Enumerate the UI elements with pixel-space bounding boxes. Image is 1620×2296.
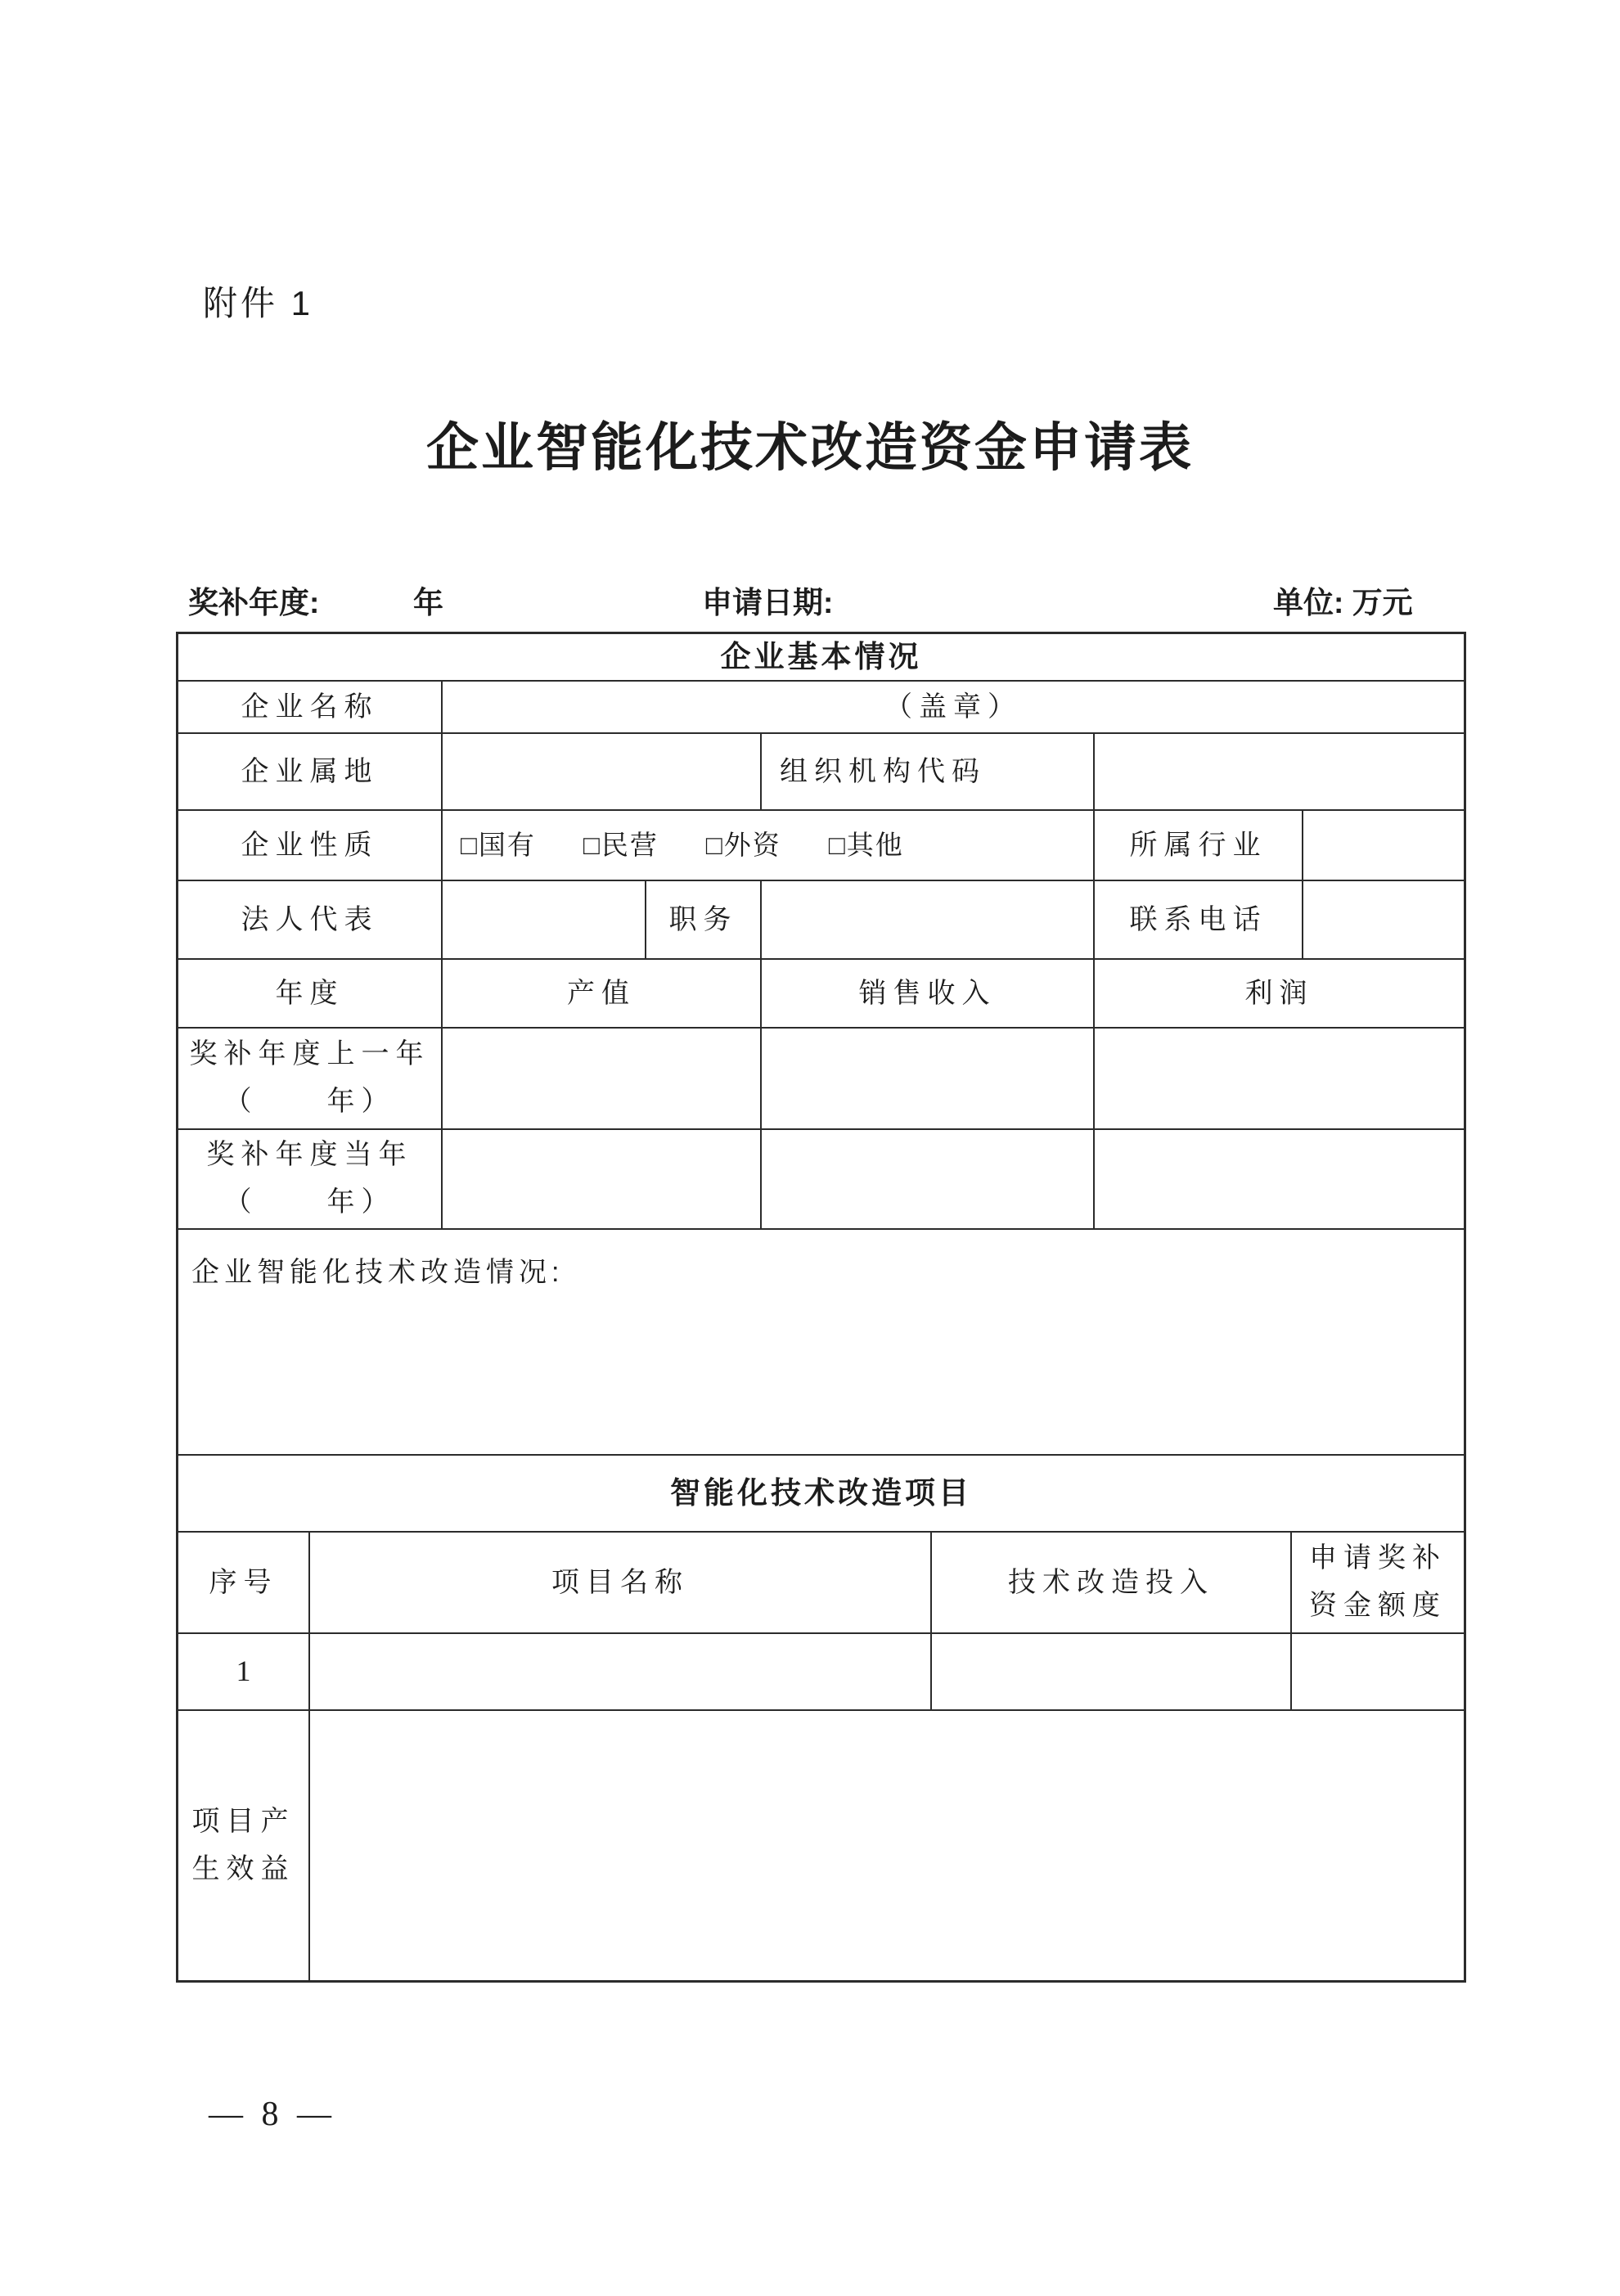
project-section-row	[178, 1456, 1464, 1533]
nature-row	[178, 811, 1464, 881]
situation-row	[178, 1230, 1464, 1456]
project-section-title: 智能化技术改造项目	[670, 1476, 972, 1510]
company-name-label-cell: 企业名称	[178, 682, 443, 732]
prev-year-label-line2: （ 年）	[223, 1086, 396, 1117]
fund-header-cell	[1292, 1533, 1464, 1632]
attachment-label: 附件 1	[203, 284, 314, 322]
current-year-output-cell	[443, 1130, 762, 1228]
industry-label-cell: 所属行业	[1095, 811, 1303, 880]
phone-label-cell: 联系电话	[1095, 881, 1303, 958]
current-year-label-line2: （ 年）	[223, 1186, 396, 1218]
checkbox-state-owned: □国有	[461, 829, 536, 860]
position-label-cell: 职务	[646, 881, 762, 958]
application-form-table	[176, 632, 1466, 1983]
location-input-cell	[443, 734, 762, 809]
meta-row	[0, 578, 1620, 620]
prev-year-label-line1: 奖补年度上一年	[189, 1038, 430, 1070]
checkbox-foreign: □外资	[705, 829, 781, 860]
legal-rep-label-cell: 法人代表	[178, 881, 443, 958]
unit-label: 单位: 万元	[1273, 586, 1413, 619]
benefit-content-cell	[310, 1711, 1464, 1980]
location-label-cell: 企业属地	[178, 734, 443, 809]
project-1-name-cell	[310, 1634, 932, 1709]
legal-rep-input-cell	[443, 881, 646, 958]
fund-header-line2: 资金额度	[1309, 1590, 1447, 1621]
apply-date-label: 申请日期:	[702, 586, 834, 619]
location-row	[178, 734, 1464, 811]
company-name-input-cell	[443, 682, 1464, 732]
year-header-cell: 年度	[178, 960, 443, 1027]
current-year-row	[178, 1130, 1464, 1230]
sales-header-cell: 销售收入	[762, 960, 1095, 1027]
project-header-row	[178, 1533, 1464, 1634]
fund-header-line1: 申请奖补	[1309, 1542, 1447, 1574]
output-header-cell: 产值	[443, 960, 762, 1027]
prev-year-sales-cell	[762, 1029, 1095, 1128]
award-year-label: 奖补年度:	[188, 586, 320, 619]
profit-header-cell: 利润	[1244, 977, 1314, 1009]
project-row-1	[178, 1634, 1464, 1711]
phone-input-cell	[1303, 881, 1464, 958]
benefit-row	[178, 1711, 1464, 1980]
basic-info-section-row	[178, 634, 1464, 682]
project-1-fund-cell	[1292, 1634, 1464, 1709]
project-1-no-cell: 1	[178, 1634, 310, 1709]
prev-year-label-cell	[178, 1029, 443, 1128]
prev-year-row	[178, 1029, 1464, 1130]
industry-input-cell	[1303, 811, 1464, 880]
legal-rep-row	[178, 881, 1464, 960]
finance-header-row	[178, 960, 1464, 1029]
page-number: — 8 —	[209, 2096, 336, 2133]
form-title: 企业智能化技术改造资金申请表	[426, 419, 1194, 477]
checkbox-private: □民营	[583, 829, 659, 860]
situation-cell: 企业智能化技术改造情况:	[191, 1257, 565, 1288]
project-1-invest-cell	[932, 1634, 1292, 1709]
benefit-label-line2: 生效益	[191, 1853, 295, 1884]
seal-hint: （盖章）	[884, 691, 1022, 723]
prev-year-output-cell	[443, 1029, 762, 1128]
nature-label-cell: 企业性质	[178, 811, 443, 880]
basic-info-section-title: 企业基本情况	[720, 640, 922, 674]
position-input-cell	[762, 881, 1095, 958]
org-code-input-cell	[1095, 734, 1464, 809]
benefit-label-cell	[178, 1711, 310, 1980]
current-year-profit-cell	[1095, 1130, 1464, 1228]
project-name-header-cell: 项目名称	[310, 1533, 932, 1632]
no-header-cell: 序号	[178, 1533, 310, 1632]
nature-options-cell	[443, 811, 1095, 880]
award-year-unit: 年	[413, 586, 443, 619]
company-name-row	[178, 682, 1464, 734]
benefit-label-line1: 项目产	[191, 1805, 295, 1837]
current-year-label-cell	[178, 1130, 443, 1228]
current-year-label-line1: 奖补年度当年	[206, 1139, 413, 1171]
org-code-label-cell: 组织机构代码	[762, 734, 1095, 809]
invest-header-cell: 技术改造投入	[932, 1533, 1292, 1632]
prev-year-profit-cell	[1095, 1029, 1464, 1128]
checkbox-other: □其他	[828, 829, 904, 860]
current-year-sales-cell	[762, 1130, 1095, 1228]
